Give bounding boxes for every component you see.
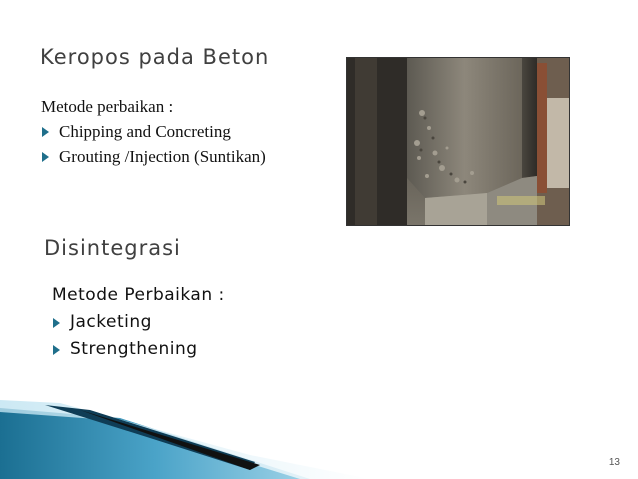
list-item-label: Grouting /Injection (Suntikan) — [59, 147, 266, 166]
list-item-label: Strengthening — [70, 339, 198, 359]
page-number: 13 — [608, 457, 620, 468]
section1-heading: Metode perbaikan : — [41, 97, 174, 116]
section-title-disintegrasi: Disintegrasi — [44, 236, 181, 260]
section2-heading: Metode Perbaikan : — [52, 285, 225, 305]
list-item-label: Jacketing — [70, 312, 152, 332]
list-item-label: Chipping and Concreting — [59, 122, 231, 141]
section-title-keropos: Keropos pada Beton — [40, 45, 270, 69]
